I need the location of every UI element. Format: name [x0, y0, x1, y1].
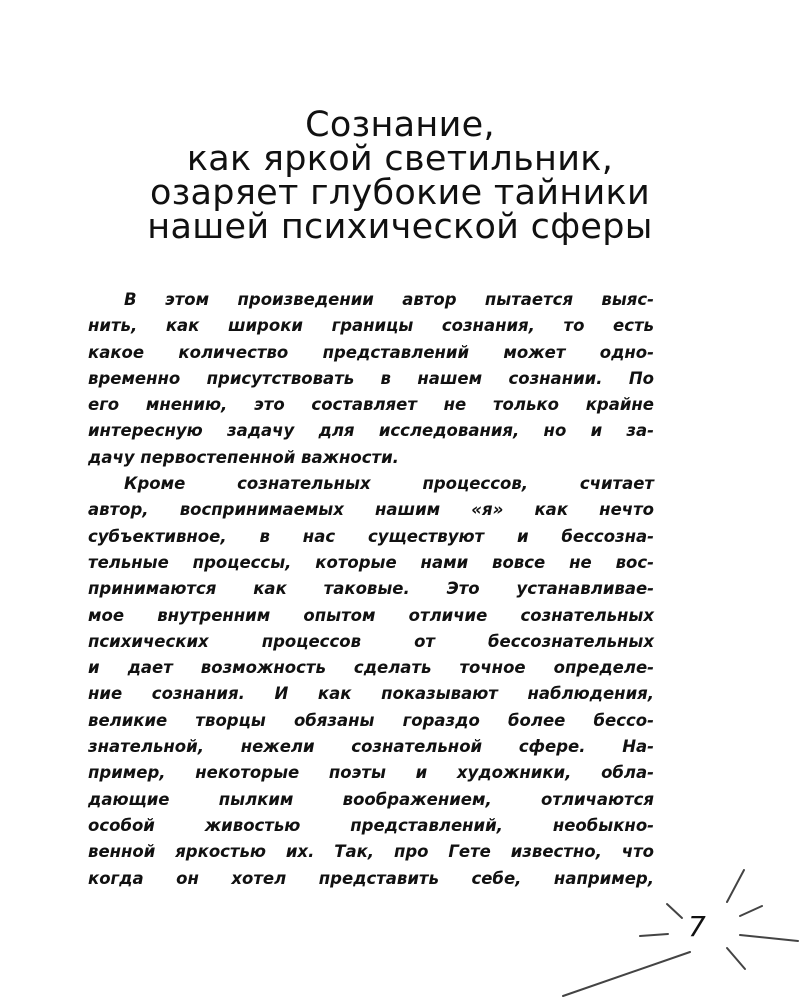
text-line: ние сознания. И как показывают наблюдения, — [88, 684, 654, 704]
text-line: нить, как широки границы сознания, то есть — [88, 316, 654, 336]
text-line: субъективное, в нас существуют и бессозна- — [88, 526, 654, 546]
text-line: и дает возможность сделать точное определе- — [88, 658, 654, 678]
text-line: его мнению, это составляет не только крайне — [88, 395, 654, 415]
text-line: знательной, нежели сознательной сфере. На- — [88, 737, 654, 757]
text-line: пример, некоторые поэты и художники, обла- — [88, 763, 654, 783]
title-line: озаряет глубокие тайники — [149, 173, 651, 213]
title-line: нашей психической сферы — [147, 207, 653, 247]
text-line: особой живостью представлений, необыкно- — [88, 815, 654, 835]
text-line: автор, воспринимаемых нашим «я» как нечто — [88, 500, 654, 520]
body-text — [88, 287, 654, 892]
text-line: великие творцы обязаны гораздо более бессо- — [88, 710, 654, 730]
title-line: Сознание, — [305, 105, 495, 145]
text-line: тельные процессы, которые нами вовсе не вос- — [88, 552, 654, 572]
ray-line — [740, 906, 762, 916]
page-title — [60, 105, 740, 247]
text-line: Кроме сознательных процессов, считает — [124, 474, 654, 494]
text-line: психических процессов от бессознательных — [88, 631, 654, 651]
text-line: когда он хотел представить себе, например, — [88, 868, 654, 888]
ray-line — [727, 948, 745, 969]
ray-line — [727, 870, 744, 902]
title-line: как яркой светильник, — [186, 139, 614, 179]
ray-line — [740, 935, 798, 941]
text-line: дающие пылким воображением, отличаются — [88, 789, 654, 809]
text-line: дачу первостепенной важности. — [88, 447, 399, 467]
text-line: венной яркостью их. Так, про Гете известно, что — [88, 842, 654, 862]
ray-line — [563, 952, 690, 996]
text-line: В этом произведении автор пытается выяс- — [124, 290, 654, 309]
text-line: временно присутствовать в нашем сознании. По — [88, 368, 654, 388]
page-number: 7 — [688, 910, 706, 943]
ray-line — [667, 904, 682, 918]
text-line: какое количество представлений может одно- — [88, 342, 654, 362]
text-line: мое внутренним опытом отличие сознательных — [88, 605, 654, 625]
text-line: интересную задачу для исследования, но и за- — [88, 421, 654, 441]
text-line: принимаются как таковые. Это устанавливае- — [88, 579, 654, 599]
ray-line — [640, 934, 668, 936]
